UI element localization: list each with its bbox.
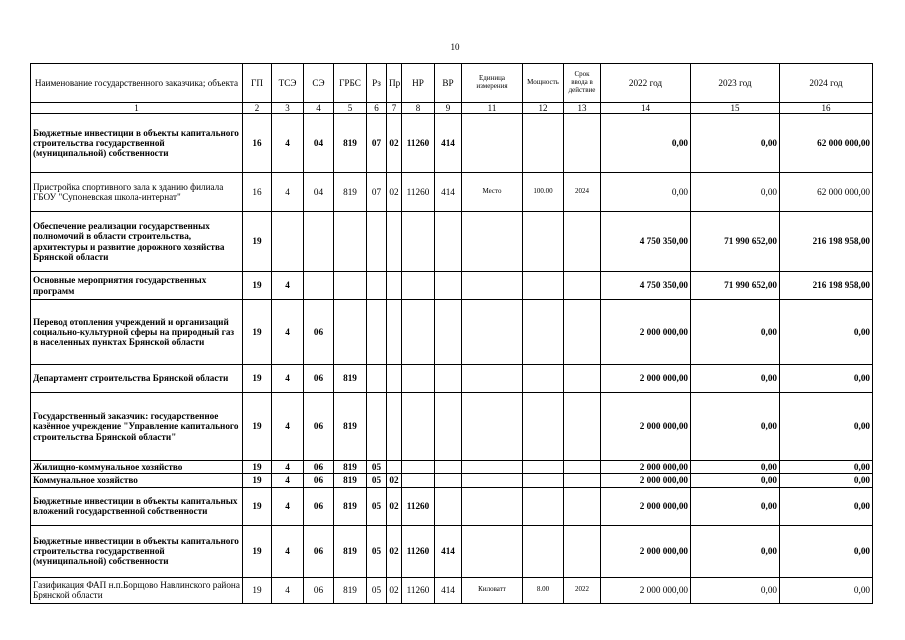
header-tse: ТСЭ <box>272 64 304 103</box>
cell-rz: 07 <box>367 173 387 212</box>
cell-grbs <box>334 212 367 272</box>
cell-se: 06 <box>304 300 334 365</box>
cell-capacity: 8.00 <box>523 577 564 603</box>
cell-pr: 02 <box>387 114 402 173</box>
cell-grbs: 819 <box>334 577 367 603</box>
cell-rz: 05 <box>367 461 387 474</box>
cell-unit <box>462 114 523 173</box>
cell-grbs: 819 <box>334 114 367 173</box>
cell-year-2022: 2 000 000,00 <box>601 525 691 577</box>
cell-name: Жилищно-коммунальное хозяйство <box>31 461 243 474</box>
cell-year-2022: 2 000 000,00 <box>601 461 691 474</box>
cell-nr: 11260 <box>402 487 435 525</box>
table-row <box>31 300 873 365</box>
cell-unit <box>462 474 523 487</box>
cell-capacity <box>523 114 564 173</box>
cell-name: Перевод отопления учреждений и организаций социально-культурной сферы на природный газ в населенных пунктах Брянской области <box>31 300 243 365</box>
cell-year-2024: 0,00 <box>780 525 873 577</box>
cell-se: 06 <box>304 474 334 487</box>
cell-gp: 19 <box>243 577 272 603</box>
header-pr: Пр <box>387 64 402 103</box>
cell-year-2023: 71 990 652,00 <box>691 212 780 272</box>
cell-tse <box>272 212 304 272</box>
cell-gp: 16 <box>243 173 272 212</box>
cell-se: 06 <box>304 577 334 603</box>
cell-year-2023: 0,00 <box>691 461 780 474</box>
cell-vr <box>435 461 462 474</box>
cell-commissioning-term <box>564 300 601 365</box>
cell-year-2024: 0,00 <box>780 300 873 365</box>
cell-rz <box>367 212 387 272</box>
cell-commissioning-term <box>564 114 601 173</box>
cell-pr: 02 <box>387 577 402 603</box>
cell-grbs: 819 <box>334 525 367 577</box>
cell-gp: 16 <box>243 114 272 173</box>
cell-year-2022: 2 000 000,00 <box>601 474 691 487</box>
cell-capacity <box>523 474 564 487</box>
cell-nr: 11260 <box>402 577 435 603</box>
header-gp: ГП <box>243 64 272 103</box>
cell-capacity <box>523 487 564 525</box>
cell-se <box>304 272 334 300</box>
cell-grbs: 819 <box>334 487 367 525</box>
cell-grbs: 819 <box>334 474 367 487</box>
cell-grbs: 819 <box>334 393 367 461</box>
cell-name: Департамент строительства Брянской области <box>31 365 243 393</box>
cell-unit <box>462 300 523 365</box>
page-number: 10 <box>450 42 460 52</box>
cell-nr <box>402 272 435 300</box>
cell-pr <box>387 461 402 474</box>
column-number: 8 <box>402 103 435 114</box>
cell-name: Обеспечение реализации государственных полномочий в области строительства, архитектуры и развитие дорожного хозяйства Брянской области <box>31 212 243 272</box>
cell-unit <box>462 365 523 393</box>
cell-unit: Место <box>462 173 523 212</box>
cell-vr <box>435 487 462 525</box>
cell-capacity <box>523 300 564 365</box>
table-row <box>31 173 873 212</box>
cell-tse: 4 <box>272 365 304 393</box>
cell-year-2022: 2 000 000,00 <box>601 365 691 393</box>
cell-pr <box>387 300 402 365</box>
cell-tse: 4 <box>272 300 304 365</box>
cell-se: 06 <box>304 365 334 393</box>
cell-year-2023: 0,00 <box>691 393 780 461</box>
cell-gp: 19 <box>243 474 272 487</box>
cell-pr <box>387 272 402 300</box>
cell-commissioning-term <box>564 393 601 461</box>
cell-tse: 4 <box>272 474 304 487</box>
cell-rz <box>367 300 387 365</box>
header-year-2023: 2023 год <box>691 64 780 103</box>
cell-year-2024: 0,00 <box>780 487 873 525</box>
cell-capacity <box>523 461 564 474</box>
cell-vr: 414 <box>435 114 462 173</box>
cell-grbs: 819 <box>334 173 367 212</box>
column-number: 1 <box>31 103 243 114</box>
cell-rz <box>367 272 387 300</box>
cell-capacity <box>523 525 564 577</box>
cell-commissioning-term: 2022 <box>564 577 601 603</box>
cell-vr <box>435 393 462 461</box>
cell-year-2024: 0,00 <box>780 474 873 487</box>
cell-year-2023: 0,00 <box>691 300 780 365</box>
cell-capacity <box>523 272 564 300</box>
header-grbs: ГРБС <box>334 64 367 103</box>
cell-unit <box>462 525 523 577</box>
cell-pr <box>387 393 402 461</box>
cell-capacity <box>523 393 564 461</box>
cell-unit <box>462 212 523 272</box>
cell-grbs: 819 <box>334 365 367 393</box>
cell-commissioning-term <box>564 525 601 577</box>
cell-name: Бюджетные инвестиции в объекты капитального строительства государственной (муниципальной) собственности <box>31 525 243 577</box>
column-number: 2 <box>243 103 272 114</box>
header-unit: Единица измерения <box>462 64 523 103</box>
cell-gp: 19 <box>243 461 272 474</box>
table-row <box>31 525 873 577</box>
cell-capacity <box>523 212 564 272</box>
cell-grbs <box>334 300 367 365</box>
header-year-2022: 2022 год <box>601 64 691 103</box>
cell-year-2022: 2 000 000,00 <box>601 393 691 461</box>
table-body <box>31 114 873 604</box>
column-number: 16 <box>780 103 873 114</box>
header-rz: Рз <box>367 64 387 103</box>
cell-year-2022: 0,00 <box>601 173 691 212</box>
cell-name: Коммунальное хозяйство <box>31 474 243 487</box>
cell-pr: 02 <box>387 487 402 525</box>
cell-year-2024: 62 000 000,00 <box>780 114 873 173</box>
cell-gp: 19 <box>243 272 272 300</box>
cell-year-2024: 216 198 958,00 <box>780 272 873 300</box>
cell-gp: 19 <box>243 212 272 272</box>
cell-se: 06 <box>304 525 334 577</box>
cell-vr: 414 <box>435 577 462 603</box>
cell-tse: 4 <box>272 114 304 173</box>
cell-vr <box>435 212 462 272</box>
cell-name: Пристройка спортивного зала к зданию филиала ГБОУ "Супоневская школа-интернат" <box>31 173 243 212</box>
cell-nr <box>402 212 435 272</box>
header-row <box>31 64 873 103</box>
cell-tse: 4 <box>272 461 304 474</box>
cell-se: 04 <box>304 173 334 212</box>
cell-nr: 11260 <box>402 173 435 212</box>
cell-year-2022: 2 000 000,00 <box>601 577 691 603</box>
cell-nr <box>402 461 435 474</box>
cell-nr <box>402 393 435 461</box>
cell-year-2024: 62 000 000,00 <box>780 173 873 212</box>
cell-vr <box>435 365 462 393</box>
cell-unit <box>462 487 523 525</box>
column-number: 12 <box>523 103 564 114</box>
cell-commissioning-term <box>564 474 601 487</box>
cell-rz: 05 <box>367 577 387 603</box>
cell-year-2023: 0,00 <box>691 577 780 603</box>
cell-tse: 4 <box>272 173 304 212</box>
cell-commissioning-term <box>564 461 601 474</box>
cell-gp: 19 <box>243 525 272 577</box>
cell-rz: 07 <box>367 114 387 173</box>
column-number: 5 <box>334 103 367 114</box>
cell-year-2022: 2 000 000,00 <box>601 487 691 525</box>
column-number: 9 <box>435 103 462 114</box>
cell-rz: 05 <box>367 474 387 487</box>
column-number: 4 <box>304 103 334 114</box>
cell-vr <box>435 300 462 365</box>
cell-pr: 02 <box>387 173 402 212</box>
cell-tse: 4 <box>272 487 304 525</box>
column-number-row <box>31 103 873 114</box>
column-number: 14 <box>601 103 691 114</box>
column-number: 15 <box>691 103 780 114</box>
cell-capacity: 100.00 <box>523 173 564 212</box>
cell-commissioning-term <box>564 272 601 300</box>
cell-name: Бюджетные инвестиции в объекты капитального строительства государственной (муниципальной) собственности <box>31 114 243 173</box>
header-year-2024: 2024 год <box>780 64 873 103</box>
cell-year-2023: 0,00 <box>691 114 780 173</box>
cell-year-2024: 216 198 958,00 <box>780 212 873 272</box>
table-row <box>31 393 873 461</box>
cell-year-2022: 4 750 350,00 <box>601 212 691 272</box>
cell-pr <box>387 212 402 272</box>
table-row <box>31 365 873 393</box>
cell-name: Государственный заказчик: государственное казённое учреждение "Управление капитального строительства Брянской области" <box>31 393 243 461</box>
cell-se: 04 <box>304 114 334 173</box>
cell-nr <box>402 300 435 365</box>
table-row <box>31 577 873 603</box>
cell-name: Газификация ФАП н.п.Борщово Навлинского района Брянской области <box>31 577 243 603</box>
cell-gp: 19 <box>243 300 272 365</box>
cell-rz <box>367 393 387 461</box>
header-se: СЭ <box>304 64 334 103</box>
cell-commissioning-term <box>564 365 601 393</box>
cell-year-2024: 0,00 <box>780 577 873 603</box>
cell-se <box>304 212 334 272</box>
cell-grbs: 819 <box>334 461 367 474</box>
cell-rz: 05 <box>367 487 387 525</box>
cell-commissioning-term <box>564 487 601 525</box>
cell-unit: Киловатт <box>462 577 523 603</box>
cell-gp: 19 <box>243 365 272 393</box>
cell-capacity <box>523 365 564 393</box>
cell-year-2022: 2 000 000,00 <box>601 300 691 365</box>
cell-gp: 19 <box>243 487 272 525</box>
cell-se: 06 <box>304 461 334 474</box>
cell-tse: 4 <box>272 525 304 577</box>
cell-pr <box>387 365 402 393</box>
column-number: 13 <box>564 103 601 114</box>
cell-gp: 19 <box>243 393 272 461</box>
table-row <box>31 461 873 474</box>
cell-year-2023: 0,00 <box>691 474 780 487</box>
cell-vr: 414 <box>435 525 462 577</box>
budget-table <box>30 63 873 604</box>
column-number: 11 <box>462 103 523 114</box>
cell-year-2023: 0,00 <box>691 173 780 212</box>
cell-rz: 05 <box>367 525 387 577</box>
cell-unit <box>462 272 523 300</box>
header-customer-object: Наименование государственного заказчика; объекта <box>31 64 243 103</box>
cell-vr: 414 <box>435 173 462 212</box>
cell-year-2024: 0,00 <box>780 393 873 461</box>
cell-tse: 4 <box>272 393 304 461</box>
cell-tse: 4 <box>272 272 304 300</box>
header-nr: НР <box>402 64 435 103</box>
table-row <box>31 487 873 525</box>
cell-year-2023: 71 990 652,00 <box>691 272 780 300</box>
cell-tse: 4 <box>272 577 304 603</box>
cell-se: 06 <box>304 393 334 461</box>
cell-pr: 02 <box>387 474 402 487</box>
cell-unit <box>462 393 523 461</box>
cell-year-2024: 0,00 <box>780 365 873 393</box>
cell-nr <box>402 365 435 393</box>
cell-grbs <box>334 272 367 300</box>
cell-commissioning-term: 2024 <box>564 173 601 212</box>
header-commissioning-term: Срок ввода в действие <box>564 64 601 103</box>
cell-name: Основные мероприятия государственных программ <box>31 272 243 300</box>
cell-nr: 11260 <box>402 114 435 173</box>
cell-commissioning-term <box>564 212 601 272</box>
cell-name: Бюджетные инвестиции в объекты капитальных вложений государственной собственности <box>31 487 243 525</box>
column-number: 6 <box>367 103 387 114</box>
cell-year-2022: 0,00 <box>601 114 691 173</box>
cell-vr <box>435 272 462 300</box>
header-vr: ВР <box>435 64 462 103</box>
cell-nr <box>402 474 435 487</box>
cell-year-2022: 4 750 350,00 <box>601 272 691 300</box>
cell-year-2023: 0,00 <box>691 365 780 393</box>
cell-unit <box>462 461 523 474</box>
cell-year-2024: 0,00 <box>780 461 873 474</box>
table-row <box>31 474 873 487</box>
cell-year-2023: 0,00 <box>691 525 780 577</box>
cell-rz <box>367 365 387 393</box>
table-row <box>31 272 873 300</box>
table-row <box>31 114 873 173</box>
header-capacity: Мощность <box>523 64 564 103</box>
cell-nr: 11260 <box>402 525 435 577</box>
column-number: 7 <box>387 103 402 114</box>
cell-vr <box>435 474 462 487</box>
cell-se: 06 <box>304 487 334 525</box>
cell-year-2023: 0,00 <box>691 487 780 525</box>
cell-pr: 02 <box>387 525 402 577</box>
column-number: 3 <box>272 103 304 114</box>
table-row <box>31 212 873 272</box>
